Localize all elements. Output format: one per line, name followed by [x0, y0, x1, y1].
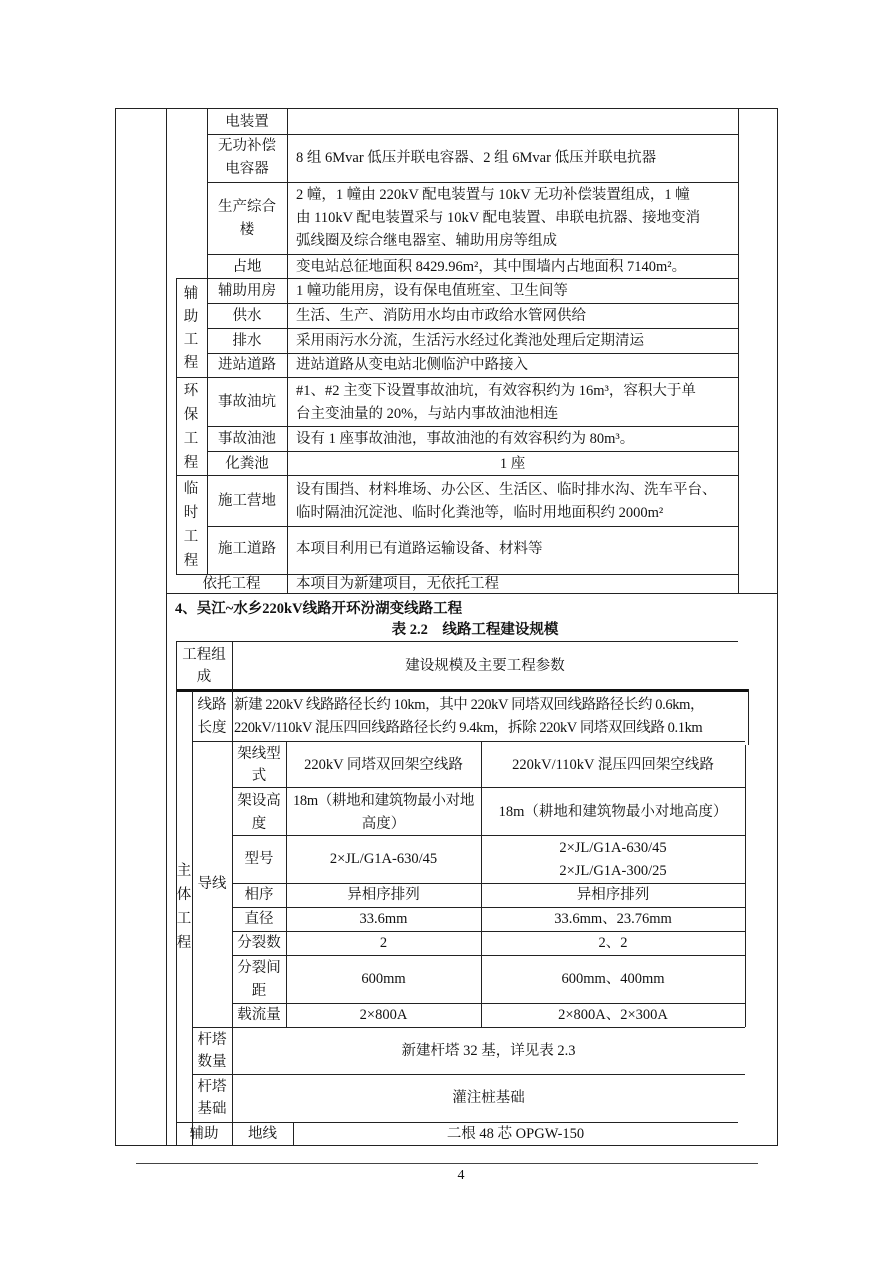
row-desc: #1、#2 主变下设置事故油坑，有效容积约为 16m³，容积大于单 — [296, 383, 696, 399]
frame-left-line — [115, 108, 116, 1145]
param-b: 2×JL/G1A-630/45 — [559, 840, 667, 856]
frame-right-line — [777, 108, 778, 1145]
row-name: 事故油池 — [218, 431, 276, 447]
t1-row-line — [207, 526, 738, 527]
group-label-char: 临 — [183, 481, 199, 497]
row-name: 楼 — [239, 222, 255, 238]
row-desc: 设有围挡、材料堆场、办公区、生活区、临时排水沟、洗车平台、 — [296, 482, 717, 498]
row-desc: 采用雨污水分流，生活污水经过化粪池处理后定期清运 — [296, 333, 644, 349]
param-a: 18m（耕地和建筑物最小对地 — [292, 793, 475, 809]
frame-top-line — [115, 108, 778, 109]
aux-label: 辅助 — [189, 1126, 219, 1142]
row-desc: 本项目为新建项目，无依托工程 — [296, 576, 499, 592]
t1-name-col-line — [287, 108, 288, 593]
main-label-char: 工 — [176, 911, 192, 927]
section-heading: 4、吴江~水乡220kV线路开环汾湖变线路工程 — [175, 601, 463, 617]
row-desc: 新建 220kV 线路路径长约 10km，其中 220kV 同塔双回线路路径长约 0.6km， — [234, 697, 705, 713]
param-name: 型号 — [244, 851, 274, 867]
row-name: 辅助用房 — [218, 283, 276, 299]
param-a: 2×800A — [359, 1007, 408, 1023]
row-desc: 二根 48 芯 OPGW-150 — [446, 1126, 585, 1142]
row-name: 施工营地 — [218, 493, 276, 509]
param-name: 分裂间 — [237, 960, 281, 976]
row-name: 杆塔 — [197, 1079, 227, 1095]
row-name: 化粪池 — [225, 456, 269, 472]
t2-row-line — [192, 1027, 745, 1028]
param-a: 2 — [379, 935, 388, 951]
param-name: 相序 — [244, 887, 274, 903]
main-label-char: 体 — [176, 887, 192, 903]
param-b: 2×JL/G1A-300/25 — [559, 863, 667, 879]
param-a: 高度） — [361, 816, 406, 832]
row-name: 施工道路 — [218, 541, 276, 557]
param-name: 度 — [251, 816, 267, 832]
conductor-label: 导线 — [197, 876, 227, 892]
row-desc: 生活、生产、消防用水均由市政给水管网供给 — [296, 308, 586, 324]
row-desc: 变电站总征地面积 8429.96m²，其中围墙内占地面积 7140m²。 — [296, 259, 687, 275]
header-col1: 工程组 — [182, 647, 226, 663]
row-desc: 1 座 — [499, 456, 526, 472]
row-name: 排水 — [232, 333, 262, 349]
param-b: 异相序排列 — [576, 887, 650, 903]
group-label-char: 程 — [183, 355, 199, 371]
row-name: 数量 — [197, 1054, 227, 1070]
row-name: 电容器 — [225, 161, 269, 177]
param-name: 架线型 — [237, 746, 281, 762]
group-label-char: 工 — [183, 431, 199, 447]
row-desc: 台主变油量的 20%，与站内事故油池相连 — [296, 406, 559, 422]
row-desc: 新建杆塔 32 基，详见表 2.3 — [401, 1043, 576, 1059]
param-a: 2×JL/G1A-630/45 — [329, 851, 438, 867]
group-label-char: 程 — [183, 553, 199, 569]
group-label-char: 程 — [183, 455, 199, 471]
header-col1: 成 — [196, 669, 212, 685]
row-name: 进站道路 — [218, 357, 276, 373]
row-name: 长度 — [197, 720, 227, 736]
row-desc: 本项目利用已有道路运输设备、材料等 — [296, 541, 543, 557]
param-b: 2×800A、2×300A — [558, 1007, 668, 1023]
param-name: 距 — [251, 983, 267, 999]
row-desc: 220kV/110kV 混压四回线路路径长约 9.4km，拆除 220kV 同塔双回线路 0.1km — [234, 720, 703, 736]
row-name: 杆塔 — [197, 1032, 227, 1048]
param-name: 载流量 — [237, 1007, 281, 1023]
header-col2: 建设规模及主要工程参数 — [405, 658, 565, 674]
t2-header-line — [176, 689, 748, 692]
param-b: 600mm、400mm — [561, 971, 665, 987]
t1-row-line — [176, 377, 738, 378]
table1-right-line — [738, 108, 739, 593]
param-b: 33.6mm、23.76mm — [554, 911, 672, 927]
param-b: 18m（耕地和建筑物最小对地高度） — [498, 804, 728, 820]
row-name: 无功补偿 — [218, 138, 276, 154]
row-name: 地线 — [248, 1126, 277, 1142]
row-name: 基础 — [197, 1101, 227, 1117]
group-label-char: 工 — [183, 332, 199, 348]
group-label-char: 时 — [183, 505, 199, 521]
main-label-char: 程 — [176, 935, 192, 951]
table-caption: 表 2.2 线路工程建设规模 — [391, 622, 559, 638]
param-name: 架设高 — [237, 793, 281, 809]
row-desc: 由 110kV 配电装置采与 10kV 配电装置、串联电抗器、接地变消 — [296, 210, 701, 226]
param-a: 220kV 同塔双回架空线路 — [304, 757, 463, 773]
row-desc: 8 组 6Mvar 低压并联电容器、2 组 6Mvar 低压并联电抗器 — [296, 150, 657, 166]
row-desc: 2 幢，1 幢由 220kV 配电装置与 10kV 无功补偿装置组成，1 幢 — [296, 187, 690, 203]
t2-row-line — [232, 787, 745, 788]
param-b: 2、2 — [598, 935, 628, 951]
page-number: 4 — [457, 1168, 465, 1183]
row-name: 事故油坑 — [218, 394, 276, 410]
group-label-char: 助 — [183, 309, 199, 325]
t1-label-left-line — [176, 278, 177, 575]
row-name: 供水 — [232, 308, 262, 324]
row-desc: 进站道路从变电站北侧临沪中路接入 — [296, 357, 528, 373]
t2-right-line — [745, 745, 746, 1027]
param-a: 33.6mm — [359, 911, 408, 927]
row-desc: 设有 1 座事故油池，事故油池的有效容积约为 80m³。 — [296, 431, 635, 447]
t2-row-line — [232, 955, 745, 956]
group-label-char: 保 — [183, 407, 199, 423]
main-label-char: 主 — [176, 863, 192, 879]
row-desc: 临时隔油沉淀池、临时化粪池等，临时用地面积约 2000m² — [296, 505, 664, 521]
row-name: 占地 — [232, 259, 262, 275]
t2-top-line — [176, 641, 738, 642]
param-name: 式 — [251, 768, 267, 784]
t2-right-line — [748, 689, 749, 745]
inner-left-line — [166, 108, 167, 1145]
row-name: 线路 — [197, 697, 227, 713]
row-name: 依托工程 — [202, 576, 261, 592]
param-name: 分裂数 — [237, 935, 281, 951]
group-label-char: 辅 — [183, 286, 199, 302]
param-name: 直径 — [244, 911, 274, 927]
param-b: 220kV/110kV 混压四回架空线路 — [512, 757, 714, 773]
row-desc: 弧线圈及综合继电器室、辅助用房等组成 — [296, 233, 557, 249]
param-a: 异相序排列 — [347, 887, 420, 903]
param-a: 600mm — [361, 971, 406, 987]
row-name: 电装置 — [225, 114, 269, 130]
row-name: 生产综合 — [218, 199, 276, 215]
t2-row-line — [192, 1074, 745, 1075]
group-label-char: 工 — [183, 529, 199, 545]
row-desc: 1 幢功能用房，设有保电值班室、卫生间等 — [296, 283, 568, 299]
group-label-char: 环 — [183, 383, 199, 399]
row-desc: 灌注桩基础 — [452, 1090, 525, 1106]
